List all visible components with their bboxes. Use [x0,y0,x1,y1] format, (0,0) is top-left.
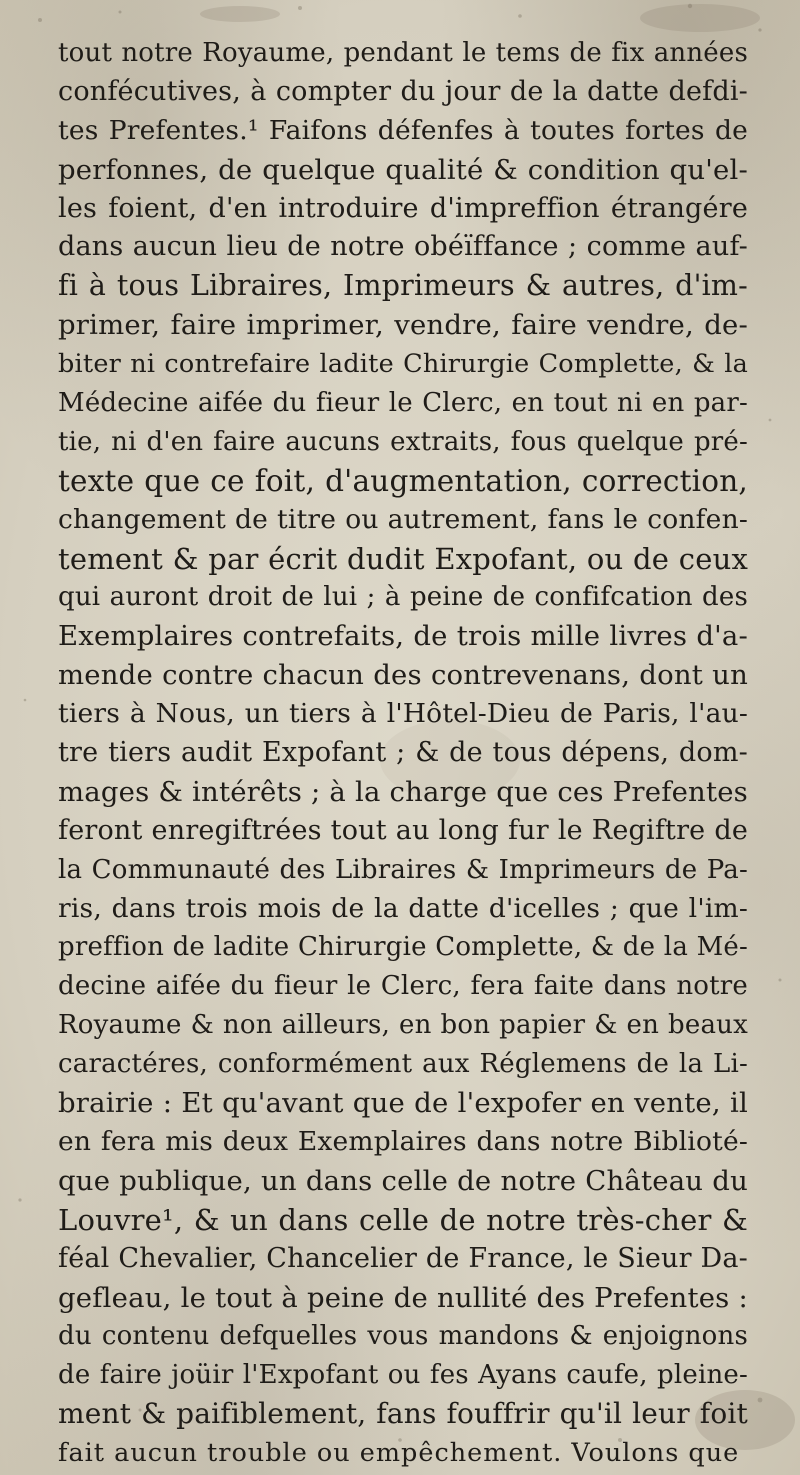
text-line: de faire joüir l'Expofant ou fes Ayans caufe, pleine- [58,1360,748,1391]
text-line: tout notre Royaume, pendant le tems de fix années [58,38,748,68]
text-line: que publique, un dans celle de notre Château du [58,1164,748,1197]
text-line: feront enregiftrées tout au long fur le Regiftre de [58,814,748,846]
text-line: tes Prefentes.¹ Faifons défenfes à toutes fortes de [58,114,748,146]
text-line: féal Chevalier, Chancelier de France, le Sieur Da- [58,1242,748,1274]
text-line: du contenu defquelles vous mandons & enjoignons [58,1321,748,1352]
text-line: ment & paifiblement, fans fouffrir qu'il leur foit [58,1397,748,1431]
text-line: qui auront droit de lui ; à peine de confifcation des [58,582,748,613]
text-line: fi à tous Libraires, Imprimeurs & autres, d'im- [58,269,748,303]
text-line: primer, faire imprimer, vendre, faire vendre, de- [58,309,748,342]
text-line: biter ni contrefaire ladite Chirurgie Complette, & la [58,349,748,380]
text-line: gefleau, le tout à peine de nullité des Prefentes : [58,1281,748,1314]
text-line: decine aifée du fieur le Clerc, fera faite dans notre [58,971,748,1002]
text-line: mende contre chacun des contrevenans, dont un [58,659,748,692]
text-line: caractéres, conformément aux Réglemens de la Li- [58,1049,748,1080]
text-line: tie, ni d'en faire aucuns extraits, fous quelque pré- [58,426,748,457]
printed-text [58,34,748,1473]
text-line: Royaume & non ailleurs, en bon papier & en beaux [58,1010,748,1041]
text-line: tre tiers audit Expofant ; & de tous dépens, dom- [58,737,748,769]
text-line: fait aucun trouble ou empêchement. Voulons que [58,1438,740,1469]
text-line: mages & intérêts ; à la charge que ces Prefentes [58,775,748,808]
text-line: confécutives, à compter du jour de la datte defdi- [58,75,748,107]
text-line: en fera mis deux Exemplaires dans notre Biblioté- [58,1125,748,1157]
text-line: Louvre¹, & un dans celle de notre très-cher & [58,1202,748,1237]
text-line: preffion de ladite Chirurgie Complette, & de la Mé- [58,932,748,963]
text-line: Médecine aifée du fieur le Clerc, en tout ni en par- [58,388,748,419]
text-line: ris, dans trois mois de la datte d'icelles ; que l'im- [58,892,748,924]
text-line: tement & par écrit dudit Expofant, ou de ceux [58,541,748,576]
text-line: la Communauté des Libraires & Imprimeurs de Pa- [58,854,748,885]
text-line: brairie : Et qu'avant que de l'expofer en vente, il [58,1087,748,1120]
text-line: changement de titre ou autrement, fans le confen- [58,503,748,535]
text-line: les foient, d'en introduire d'impreffion étrangére [58,192,748,224]
text-line: dans aucun lieu de notre obéïffance ; comme auf- [58,231,748,263]
text-line: Exemplaires contrefaits, de trois mille livres d'a- [58,620,748,653]
text-line: tiers à Nous, un tiers à l'Hôtel-Dieu de Paris, l'au- [58,698,748,730]
text-line: perfonnes, de quelque qualité & condition qu'el- [58,153,748,186]
text-line: texte que ce foit, d'augmentation, correction, [58,463,748,498]
